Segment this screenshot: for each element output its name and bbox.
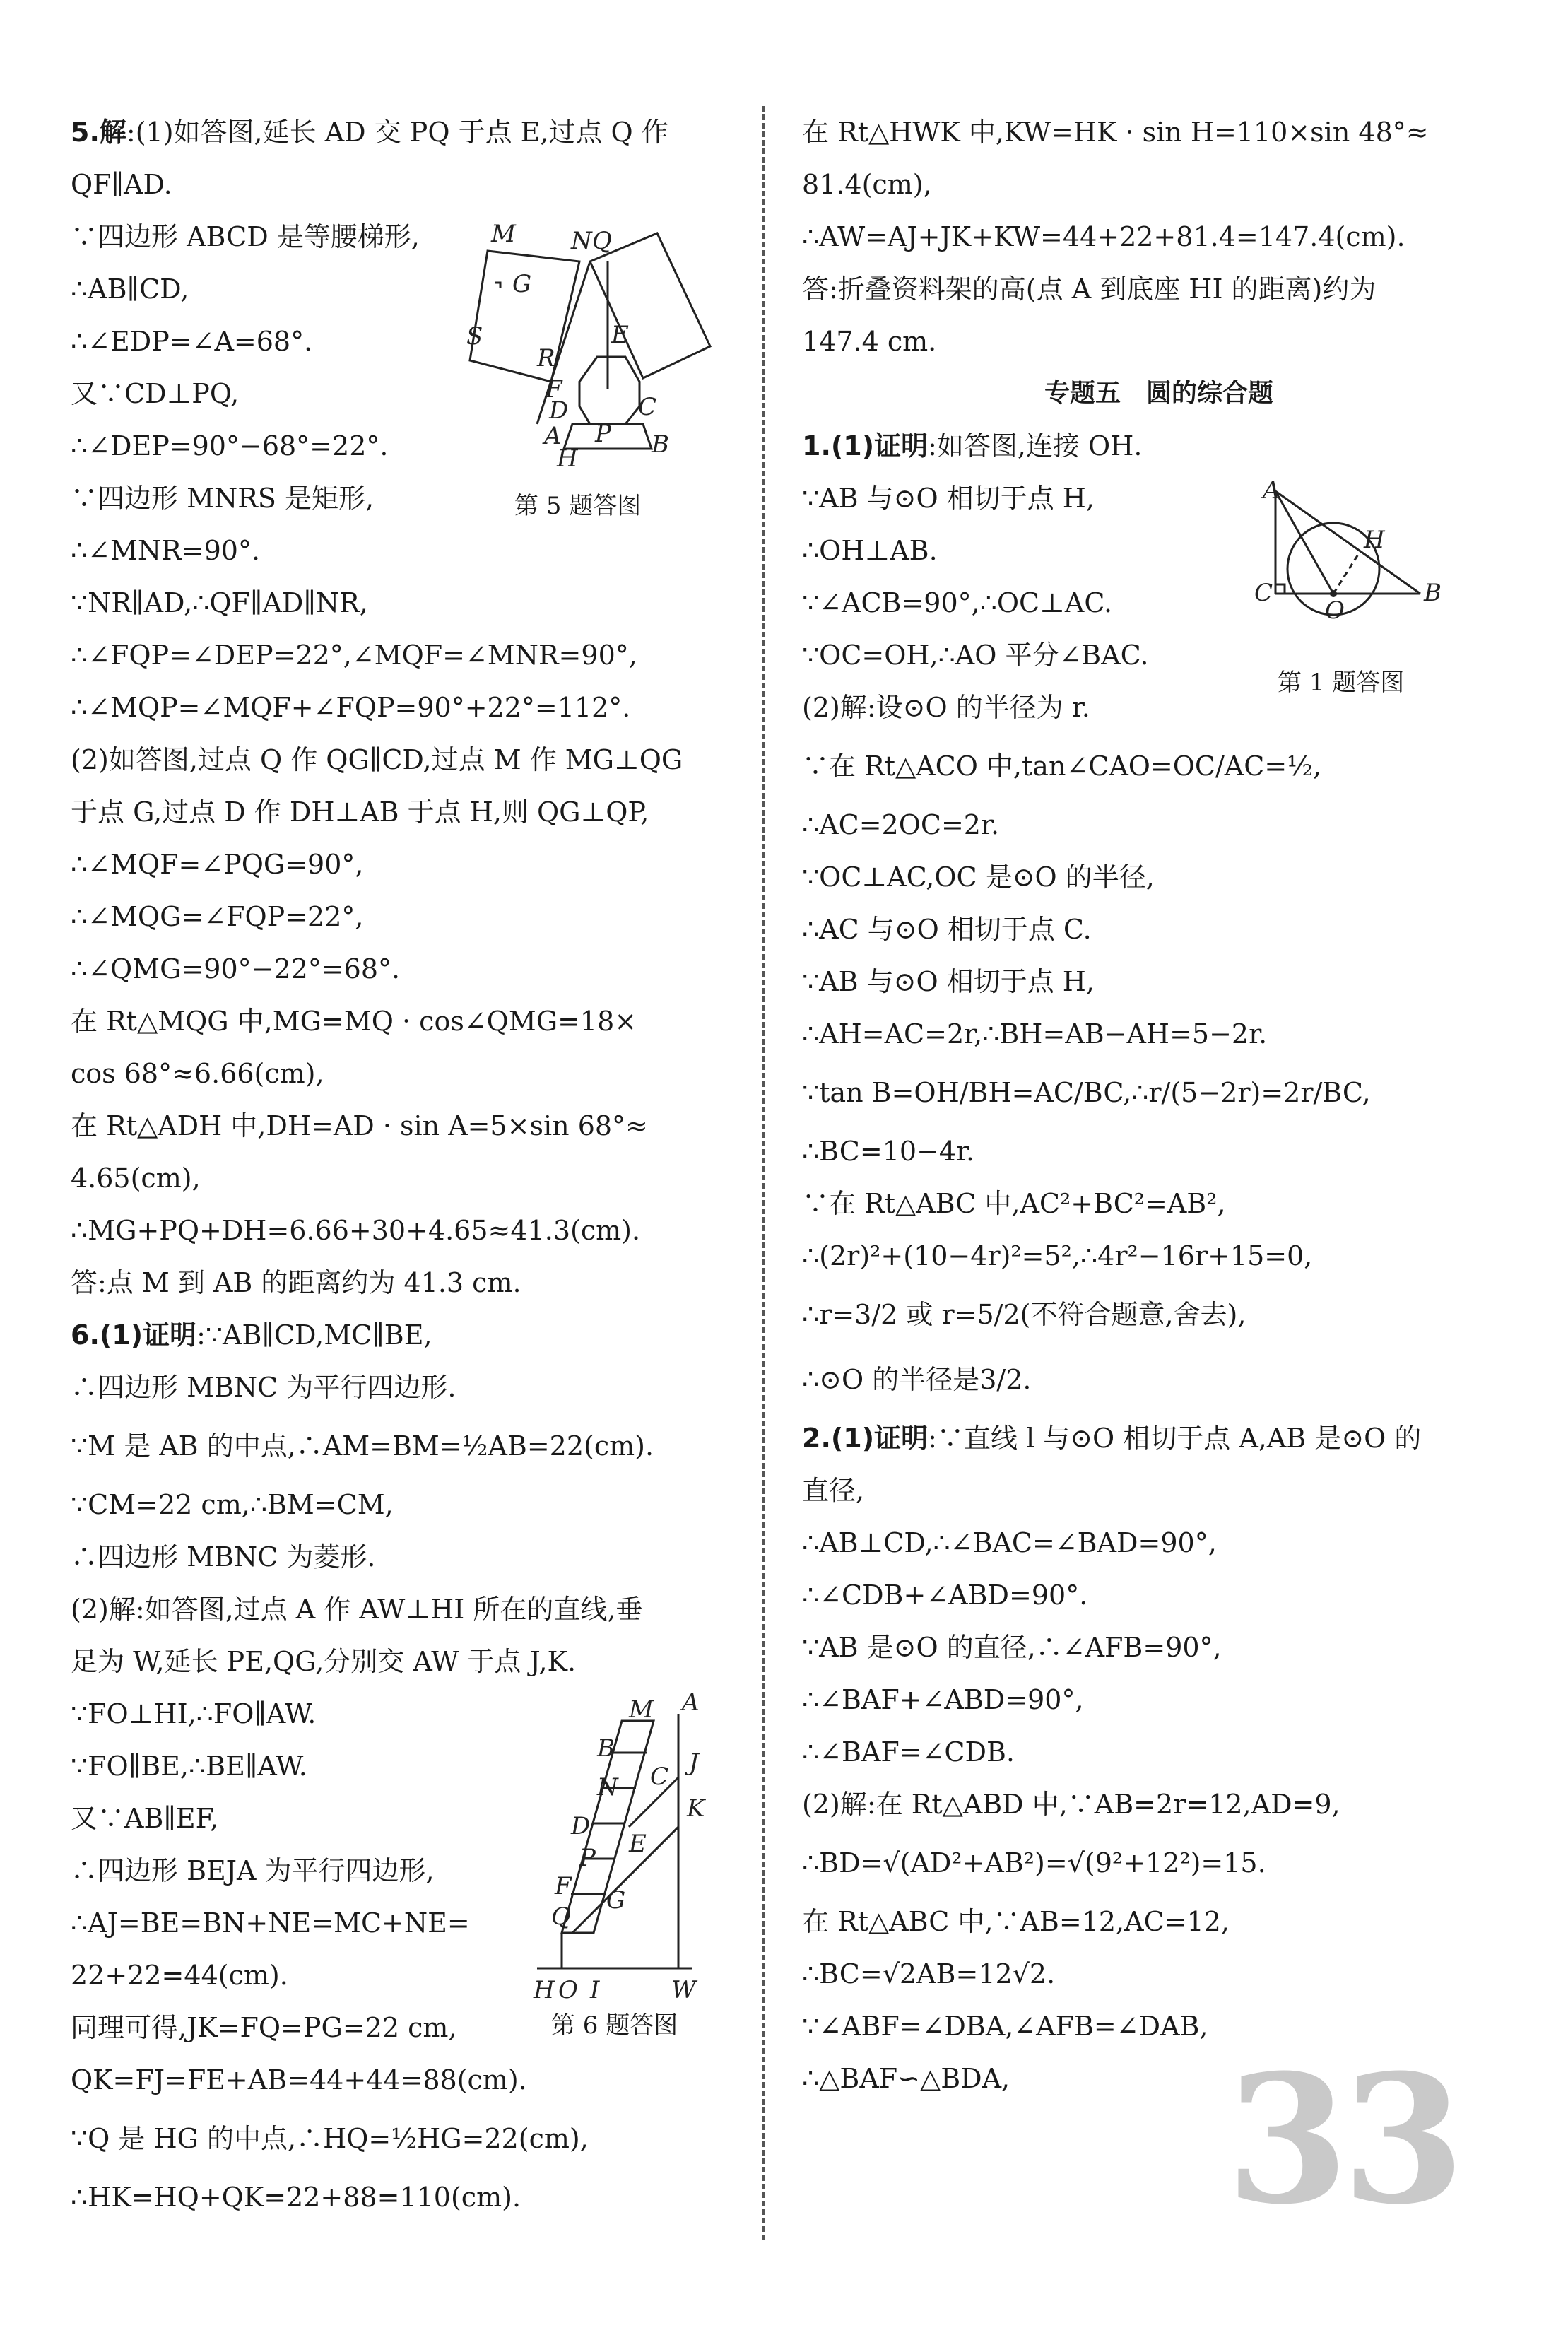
text-line	[71, 838, 728, 890]
line-text: ∴△BAF∽△BDA,	[802, 2063, 1010, 2094]
line-text: ∴∠CDB+∠ABD=90°.	[802, 1580, 1088, 1611]
line-text: ∴BD=√(AD²+AB²)=√(9²+12²)=15.	[802, 1847, 1266, 1878]
text-line	[71, 524, 523, 577]
line-text: 在 Rt△MQG 中,MG=MQ · cos∠QMG=18×	[71, 1006, 637, 1037]
fig6-label-N: N	[597, 1773, 618, 1801]
line-text: ∵OC=OH,∴AO 平分∠BAC.	[802, 640, 1149, 671]
line-text: (2)解:设⊙O 的半径为 r.	[802, 692, 1090, 723]
line-text: ∵FO∥BE,∴BE∥AW.	[71, 1751, 307, 1782]
text-line	[71, 106, 728, 158]
solution-keyword: (1)证明	[830, 1423, 929, 1454]
text-line	[71, 158, 728, 211]
line-text: ∴∠MQG=∠FQP=22°,	[71, 901, 364, 932]
text-line	[802, 1674, 1516, 1726]
fig5-label-N: N	[571, 227, 592, 255]
line-text: 22+22=44(cm).	[71, 1960, 288, 1991]
line-text: ∵四边形 ABCD 是等腰梯形,	[71, 221, 420, 252]
text-line	[802, 1008, 1516, 1060]
fig5-label-D: D	[549, 396, 569, 425]
text-line	[802, 681, 1254, 734]
fig5-label-M: M	[491, 220, 516, 248]
line-text: 于点 G,过点 D 作 DH⊥AB 于点 H,则 QG⊥QP,	[71, 796, 649, 828]
text-line	[802, 1621, 1516, 1674]
line-text: ∴AB⊥CD,∴∠BAC=∠BAD=90°,	[802, 1527, 1217, 1558]
text-line	[802, 1569, 1516, 1621]
text-line	[71, 1792, 523, 1845]
text-line	[71, 1047, 728, 1100]
line-text: 同理可得,JK=FQ=PG=22 cm,	[71, 2012, 457, 2043]
text-line	[802, 263, 1516, 315]
line-text: 又∵AB∥EF,	[71, 1803, 219, 1834]
line-text: (2)解:如答图,过点 A 作 AW⊥HI 所在的直线,垂	[71, 1594, 643, 1625]
text-line	[802, 629, 1254, 681]
fig5-label-A: A	[544, 422, 562, 450]
line-text: ∴r=3/2 或 r=5/2(不符合题意,舍去),	[802, 1299, 1246, 1330]
text-line	[71, 943, 728, 995]
fig5-label-F: F	[546, 375, 562, 404]
fig5-label-S: S	[466, 322, 483, 351]
text-line	[71, 1100, 728, 1152]
text-line	[802, 1778, 1516, 1830]
text-line	[802, 1948, 1516, 2000]
question-number: 6.	[71, 1319, 100, 1351]
text-line	[71, 1635, 728, 1688]
fig6-label-H: H	[534, 1976, 555, 2004]
line-text: ∴⊙O 的半径是3/2.	[802, 1364, 1032, 1395]
text-line	[802, 472, 1254, 524]
line-text: ∵CM=22 cm,∴BM=CM,	[71, 1489, 394, 1520]
text-line	[802, 1347, 1516, 1412]
text-line	[71, 1897, 523, 1949]
text-line	[71, 786, 728, 838]
solution-keyword: 解	[99, 117, 126, 148]
fig6-label-O: O	[558, 1976, 578, 2004]
text-line	[71, 1740, 523, 1792]
text-line	[71, 629, 637, 681]
text-line	[802, 1830, 1516, 1895]
text-line	[802, 1895, 1516, 1948]
line-text: ∴MG+PQ+DH=6.66+30+4.65≈41.3(cm).	[71, 1215, 641, 1246]
figure-1	[1254, 476, 1452, 625]
line-text: ∴AJ=BE=BN+NE=MC+NE=	[71, 1907, 470, 1939]
fig1-label-B: B	[1424, 579, 1442, 607]
text-line	[71, 890, 728, 943]
fig6-label-Q: Q	[551, 1903, 571, 1931]
text-line	[802, 734, 1516, 799]
line-text: 在 Rt△ABC 中,∵AB=12,AC=12,	[802, 1906, 1230, 1937]
text-line	[71, 1688, 523, 1740]
text-line	[802, 1412, 1516, 1464]
text-line	[802, 1517, 1516, 1569]
text-line	[71, 734, 728, 786]
text-line	[802, 106, 1516, 158]
text-line	[802, 1177, 1516, 1230]
figure-1-caption: 第 1 题答图	[1278, 669, 1405, 697]
text-line	[802, 903, 1516, 956]
text-line	[71, 368, 523, 420]
line-text: 直径,	[802, 1475, 865, 1506]
line-text: ∴∠MNR=90°.	[71, 535, 261, 566]
line-text: ∵M 是 AB 的中点,∴AM=BM=½AB=22(cm).	[71, 1430, 654, 1462]
solution-keyword: (1)证明	[830, 430, 929, 461]
text-line	[802, 524, 1254, 577]
line-text: ∵∠ABF=∠DBA,∠AFB=∠DAB,	[802, 2011, 1208, 2042]
text-line	[71, 681, 728, 734]
section-body	[802, 420, 1516, 2105]
figure-6	[530, 1688, 721, 2011]
line-text: ∴∠MQF=∠PQG=90°,	[71, 849, 364, 880]
text-line	[802, 851, 1516, 903]
line-text: 147.4 cm.	[802, 326, 937, 357]
right-column	[802, 106, 1516, 2105]
line-text: cos 68°≈6.66(cm),	[71, 1058, 324, 1089]
line-text: 又∵CD⊥PQ,	[71, 378, 240, 409]
fig1-label-O: O	[1325, 596, 1345, 625]
text-line	[71, 1309, 728, 1361]
fig1-label-H: H	[1364, 526, 1385, 554]
fig6-label-P: P	[579, 1844, 596, 1872]
line-text: ∴四边形 MBNC 为平行四边形.	[71, 1372, 456, 1403]
text-line	[802, 211, 1516, 263]
line-text: 足为 W,延长 PE,QG,分别交 AW 于点 J,K.	[71, 1646, 577, 1677]
line-text: ∵在 Rt△ACO 中,tan∠CAO=OC/AC=½,	[802, 751, 1322, 782]
fig1-label-A: A	[1263, 476, 1280, 505]
text-line	[71, 2171, 523, 2223]
text-line	[71, 1845, 523, 1897]
text-line	[71, 315, 523, 368]
fig6-label-K: K	[687, 1794, 705, 1823]
line-text: ∴BC=√2AB=12√2.	[802, 1958, 1056, 1989]
text-line	[802, 577, 1254, 629]
line-text: ∴BC=10−4r.	[802, 1136, 975, 1167]
text-line	[71, 1583, 728, 1635]
text-line	[802, 1464, 1516, 1517]
text-line	[802, 956, 1516, 1008]
text-line	[71, 1413, 728, 1478]
line-text: ∴∠BAF=∠CDB.	[802, 1736, 1015, 1768]
line-text: ∵FO⊥HI,∴FO∥AW.	[71, 1698, 317, 1729]
line-text: 81.4(cm),	[802, 169, 932, 200]
line-text: ∵tan B=OH/BH=AC/BC,∴r/(5−2r)=2r/BC,	[802, 1077, 1371, 1108]
line-text: ∴AB∥CD,	[71, 274, 189, 305]
fig5-label-G: G	[512, 270, 532, 298]
text-line	[71, 420, 523, 472]
line-text: ∵∠ACB=90°,∴OC⊥AC.	[802, 587, 1113, 618]
text-line	[71, 2106, 589, 2171]
text-line	[802, 158, 1516, 211]
fig1-label-C: C	[1254, 579, 1273, 607]
line-text: :∵AB∥CD,MC∥BE,	[196, 1319, 432, 1351]
text-line	[802, 1125, 1516, 1177]
fig5-label-P: P	[595, 420, 611, 448]
fig5-label-B: B	[652, 430, 669, 459]
figure-6-caption: 第 6 题答图	[551, 2011, 678, 2040]
line-text: 在 Rt△ADH 中,DH=AD · sin A=5×sin 68°≈	[71, 1110, 648, 1141]
line-text: ∴四边形 MBNC 为菱形.	[71, 1541, 376, 1572]
line-text: ∴∠FQP=∠DEP=22°,∠MQF=∠MNR=90°,	[71, 640, 637, 671]
line-text: (2)解:在 Rt△ABD 中,∵AB=2r=12,AD=9,	[802, 1789, 1340, 1820]
text-line	[71, 1478, 728, 1531]
section-title: 专题五 圆的综合题	[1044, 379, 1273, 408]
line-text: 4.65(cm),	[71, 1163, 201, 1194]
fig6-label-M: M	[629, 1695, 654, 1724]
fig6-label-B: B	[597, 1734, 615, 1763]
text-line	[802, 315, 1516, 368]
text-line	[802, 1282, 1516, 1347]
text-line	[802, 1726, 1516, 1778]
solution-keyword: (1)证明	[99, 1319, 197, 1351]
fig6-label-E: E	[629, 1830, 647, 1858]
text-line	[802, 799, 1516, 851]
line-text: ∴∠DEP=90°−68°=22°.	[71, 430, 389, 461]
text-line	[71, 1257, 728, 1309]
text-line	[71, 1361, 728, 1413]
fig6-label-W: W	[671, 1976, 696, 2004]
fig6-label-J: J	[689, 1748, 699, 1777]
text-line	[71, 1531, 728, 1583]
line-text: ∴∠EDP=∠A=68°.	[71, 326, 313, 357]
line-text: ∵AB 与⊙O 相切于点 H,	[802, 483, 1095, 514]
text-line	[71, 995, 728, 1047]
line-text: :∵直线 l 与⊙O 相切于点 A,AB 是⊙O 的	[928, 1423, 1422, 1454]
text-line	[71, 211, 523, 263]
line-text: ∵AB 是⊙O 的直径,∴∠AFB=90°,	[802, 1632, 1222, 1663]
line-text: ∵AB 与⊙O 相切于点 H,	[802, 966, 1095, 997]
line-text: ∴OH⊥AB.	[802, 535, 938, 566]
fig5-label-E: E	[611, 321, 629, 349]
fig6-label-G: G	[606, 1886, 626, 1915]
text-line	[71, 263, 523, 315]
line-text: ∵OC⊥AC,OC 是⊙O 的半径,	[802, 862, 1155, 893]
text-line	[71, 2001, 523, 2054]
line-text: ∵Q 是 HG 的中点,∴HQ=½HG=22(cm),	[71, 2123, 589, 2154]
question-number: 1.	[802, 430, 831, 461]
line-text: QF∥AD.	[71, 169, 172, 200]
line-text: ∴∠QMG=90°−22°=68°.	[71, 953, 401, 984]
line-text: ∴四边形 BEJA 为平行四边形,	[71, 1855, 435, 1886]
line-text: :(1)如答图,延长 AD 交 PQ 于点 E,过点 Q 作	[126, 117, 668, 148]
line-text: :如答图,连接 OH.	[928, 430, 1143, 461]
fig5-label-C: C	[638, 393, 657, 421]
fig5-label-H: H	[557, 445, 578, 473]
text-line	[71, 1204, 728, 1257]
line-text: 答:折叠资料架的高(点 A 到底座 HI 的距离)约为	[802, 274, 1377, 305]
question-number: 5.	[71, 117, 100, 148]
line-text: ∵在 Rt△ABC 中,AC²+BC²=AB²,	[802, 1188, 1226, 1219]
fig6-label-D: D	[571, 1812, 591, 1840]
text-line	[71, 1152, 728, 1204]
line-text: ∴HK=HQ+QK=22+88=110(cm).	[71, 2182, 521, 2213]
line-text: ∴AH=AC=2r,∴BH=AB−AH=5−2r.	[802, 1018, 1268, 1049]
page-number: 33	[1226, 2035, 1458, 2243]
line-text: 在 Rt△HWK 中,KW=HK · sin H=110×sin 48°≈	[802, 117, 1429, 148]
figure-5-caption: 第 5 题答图	[514, 492, 642, 520]
line-text: ∴∠MQP=∠MQF+∠FQP=90°+22°=112°.	[71, 692, 631, 723]
fig5-label-Q: Q	[592, 227, 612, 255]
question-number: 2.	[802, 1423, 831, 1454]
column-divider	[762, 106, 765, 2240]
fig6-label-I: I	[590, 1976, 600, 2004]
text-line	[71, 1949, 523, 2001]
text-line	[802, 1060, 1516, 1125]
line-text: ∵四边形 MNRS 是矩形,	[71, 483, 375, 514]
fig6-label-A: A	[682, 1688, 700, 1717]
line-text: ∴AC=2OC=2r.	[802, 809, 1000, 840]
fig5-label-R: R	[537, 344, 555, 372]
text-line	[71, 2054, 527, 2106]
line-text: ∴(2r)²+(10−4r)²=5²,∴4r²−16r+15=0,	[802, 1240, 1313, 1271]
text-line	[71, 472, 523, 524]
figure-5	[466, 219, 735, 474]
line-text: ∴AW=AJ+JK+KW=44+22+81.4=147.4(cm).	[802, 221, 1405, 252]
fig6-label-F: F	[555, 1872, 572, 1900]
line-text: ∴AC 与⊙O 相切于点 C.	[802, 914, 1092, 945]
line-text: ∴∠BAF+∠ABD=90°,	[802, 1684, 1084, 1715]
text-line	[71, 577, 523, 629]
line-text: (2)如答图,过点 Q 作 QG∥CD,过点 M 作 MG⊥QG	[71, 744, 683, 775]
line-text: QK=FJ=FE+AB=44+44=88(cm).	[71, 2064, 527, 2095]
line-text: 答:点 M 到 AB 的距离约为 41.3 cm.	[71, 1267, 521, 1298]
text-line	[802, 1230, 1516, 1282]
fig6-label-C: C	[650, 1763, 669, 1791]
line-text: ∵NR∥AD,∴QF∥AD∥NR,	[71, 587, 368, 618]
text-line	[802, 420, 1254, 472]
